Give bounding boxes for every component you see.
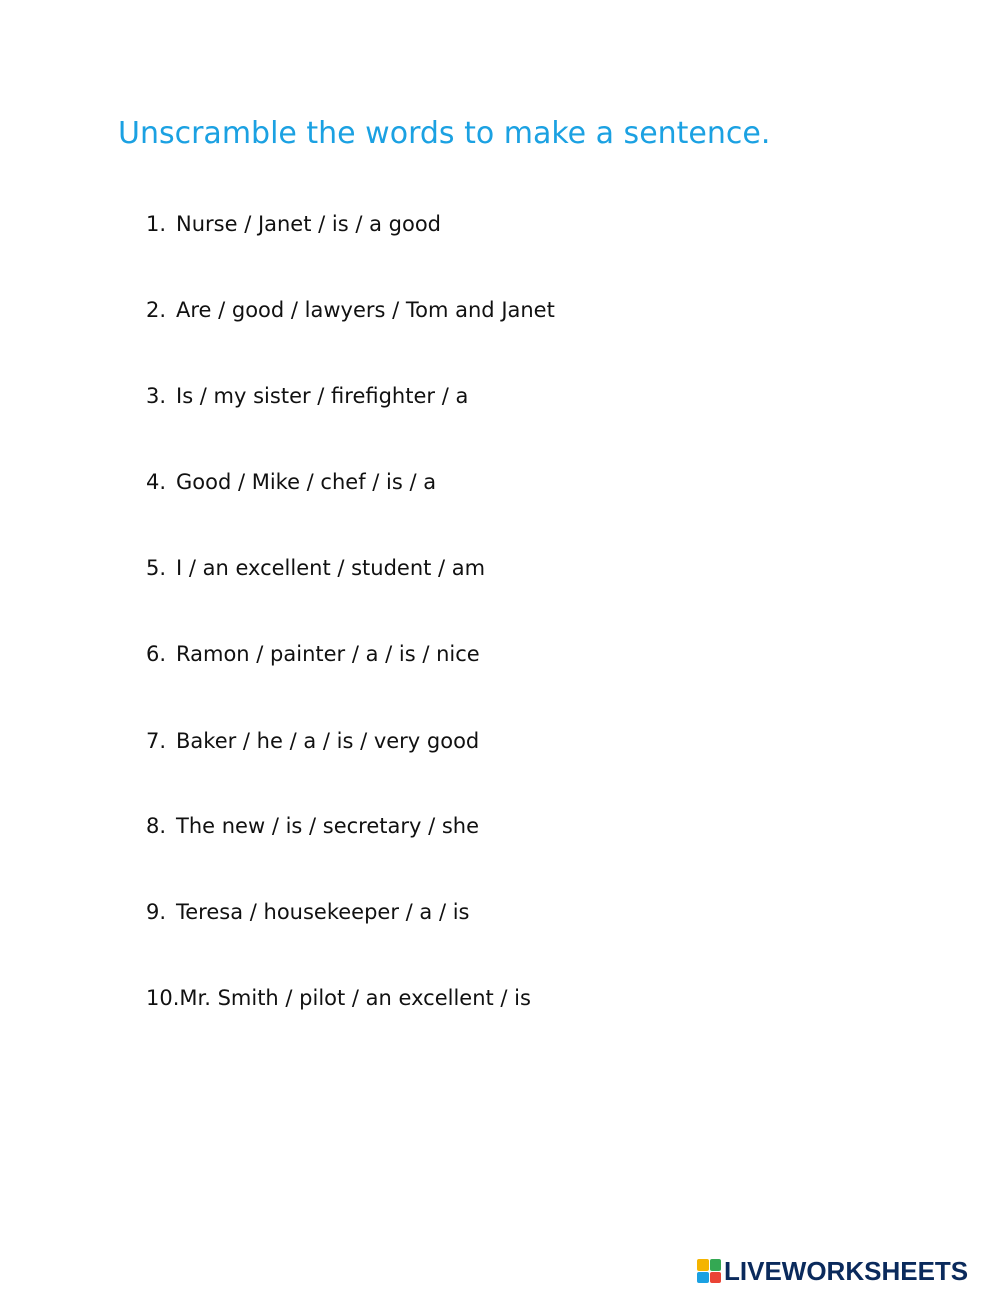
logo-square-4 <box>710 1272 722 1284</box>
logo-text: LIVEWORKSHEETS <box>724 1255 969 1286</box>
item-text: I / an excellent / student / am <box>176 556 486 580</box>
exercise-item-1 <box>146 210 441 238</box>
item-number: 8. <box>146 814 167 838</box>
item-number: 7. <box>146 729 167 753</box>
exercise-item-5 <box>146 554 485 582</box>
item-text: Good / Mike / chef / is / a <box>176 470 437 494</box>
logo-square-1 <box>697 1259 709 1271</box>
item-number: 10. <box>146 986 180 1010</box>
item-text: The new / is / secretary / she <box>176 814 480 838</box>
item-text: Is / my sister / firefighter / a <box>176 384 469 408</box>
liveworksheets-logo[interactable] <box>697 1256 968 1286</box>
item-number: 2. <box>146 298 167 322</box>
logo-square-2 <box>710 1259 722 1271</box>
liveworksheets-logo-icon <box>697 1259 721 1283</box>
item-number: 6. <box>146 642 167 666</box>
item-number: 4. <box>146 470 167 494</box>
item-text: Ramon / painter / a / is / nice <box>176 642 480 666</box>
exercise-item-6 <box>146 640 480 668</box>
exercise-item-2 <box>146 296 555 324</box>
item-number: 3. <box>146 384 167 408</box>
item-text: Nurse / Janet / is / a good <box>176 212 441 236</box>
exercise-item-8 <box>146 812 479 840</box>
item-number: 5. <box>146 556 167 580</box>
item-number: 9. <box>146 900 167 924</box>
worksheet-title: Unscramble the words to make a sentence. <box>118 116 771 151</box>
exercise-item-3 <box>146 382 468 410</box>
item-number: 1. <box>146 212 167 236</box>
exercise-item-7 <box>146 727 479 755</box>
exercise-item-4 <box>146 468 436 496</box>
item-text: Baker / he / a / is / very good <box>176 729 480 753</box>
item-text: Teresa / housekeeper / a / is <box>176 900 470 924</box>
exercise-item-9 <box>146 898 469 926</box>
logo-square-3 <box>697 1272 709 1284</box>
item-text: Are / good / lawyers / Tom and Janet <box>176 298 555 322</box>
item-text: Mr. Smith / pilot / an excellent / is <box>179 986 531 1010</box>
exercise-item-10 <box>146 984 531 1012</box>
